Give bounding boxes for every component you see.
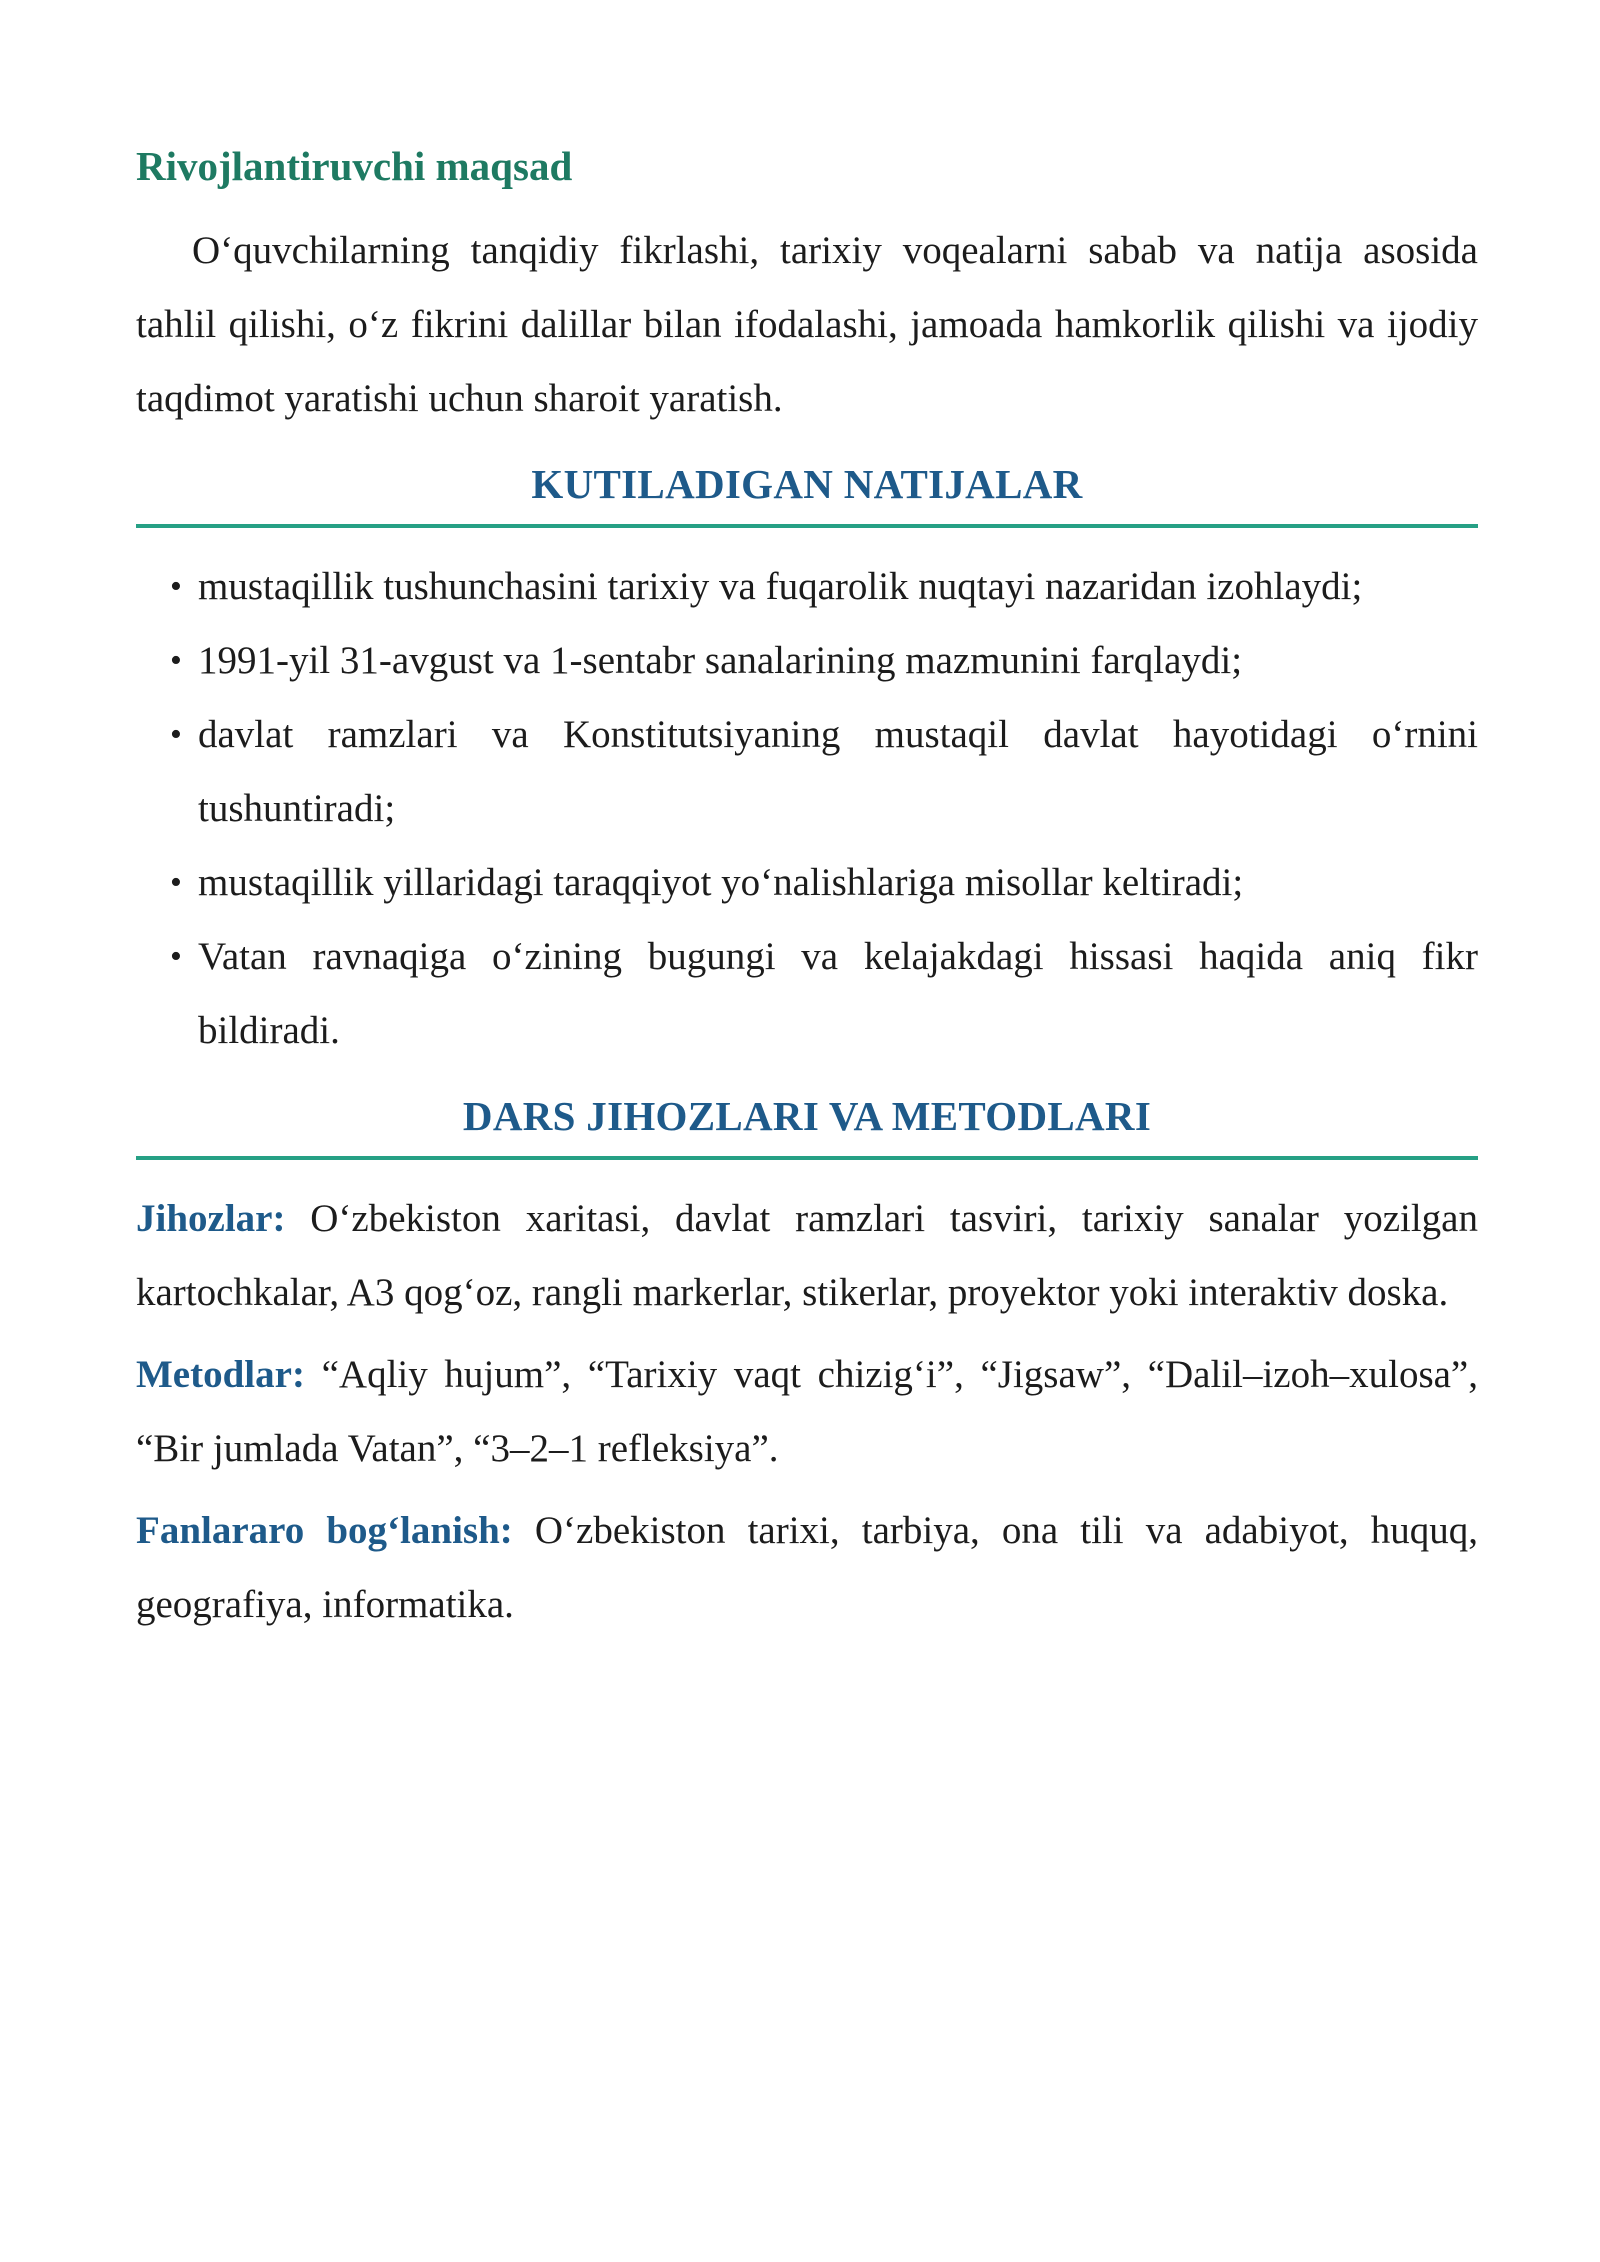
equipment-text: O‘zbekiston xaritasi, davlat ramzlari tasviri, tarixiy sanalar yozilgan kartochkalar, A3 qog‘oz, rangli markerlar, stikerlar, proyektor yoki interaktiv doska.	[136, 1197, 1478, 1314]
methods-label: Metodlar:	[136, 1353, 305, 1396]
bullet-icon: •	[170, 568, 182, 605]
heading-divider	[136, 1156, 1478, 1160]
list-item: • mustaqillik yillaridagi taraqqiyot yo‘nalishlariga misollar keltiradi;	[136, 846, 1478, 920]
expected-results-header	[136, 456, 1478, 528]
bullet-icon: •	[170, 642, 182, 679]
interdisciplinary-text: O‘zbekiston tarixi, tarbiya, ona tili va adabiyot, huquq, geografiya, informatika.	[136, 1509, 1478, 1626]
heading-divider	[136, 524, 1478, 528]
methods-text: “Aqliy hujum”, “Tarixiy vaqt chizig‘i”, “Jigsaw”, “Dalil–izoh–xulosa”, “Bir jumlada Vatan”, “3–2–1 refleksiya”.	[136, 1353, 1478, 1470]
equipment-paragraph	[136, 1182, 1478, 1330]
equipment-methods-heading: DARS JIHOZLARI VA METODLARI	[462, 1093, 1152, 1139]
bullet-icon: •	[170, 716, 182, 753]
interdisciplinary-label: Fanlararo bog‘lanish:	[136, 1509, 513, 1552]
bullet-icon: •	[170, 938, 182, 975]
equipment-label: Jihozlar:	[136, 1197, 286, 1240]
development-goal-title: Rivojlantiruvchi maqsad	[136, 143, 573, 189]
bullet-icon: •	[170, 864, 182, 901]
list-item: • mustaqillik tushunchasini tarixiy va fuqarolik nuqtayi nazaridan izohlaydi;	[136, 550, 1478, 624]
equipment-methods-header	[136, 1088, 1478, 1160]
methods-paragraph	[136, 1338, 1478, 1486]
list-item: • Vatan ravnaqiga o‘zining bugungi va kelajakdagi hissasi haqida aniq fikr bildiradi.	[136, 920, 1478, 1068]
list-item: • 1991-yil 31-avgust va 1-sentabr sanalarining mazmunini farqlaydi;	[136, 624, 1478, 698]
document-page	[136, 140, 1478, 1642]
expected-results-heading: KUTILADIGAN NATIJALAR	[531, 461, 1083, 507]
interdisciplinary-paragraph	[136, 1494, 1478, 1642]
development-goal-text: O‘quvchilarning tanqidiy fikrlashi, tarixiy voqealarni sabab va natija asosida tahlil qilishi, o‘z fikrini dalillar bilan ifodalashi, jamoada hamkorlik qilishi va ijodiy taqdimot yaratishi uchun sharoit yaratish.	[136, 229, 1478, 420]
list-item: • davlat ramzlari va Konstitutsiyaning mustaqil davlat hayotidagi o‘rnini tushuntiradi;	[136, 698, 1478, 846]
expected-results-list	[136, 550, 1478, 1068]
